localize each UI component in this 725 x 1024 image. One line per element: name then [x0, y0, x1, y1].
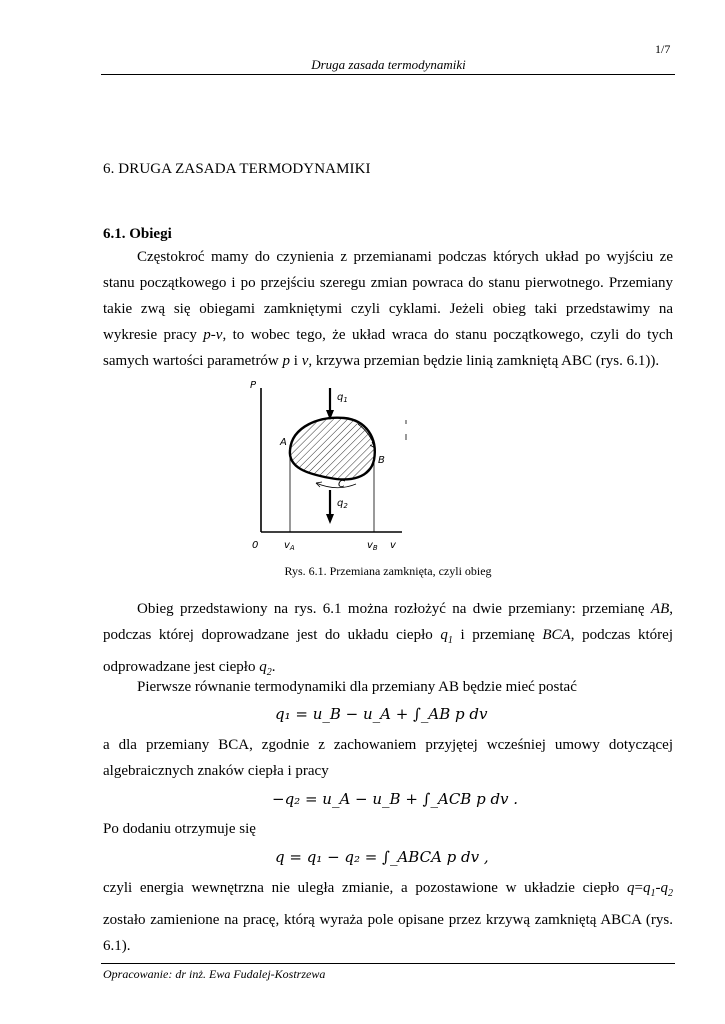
origin-label: 0	[252, 540, 259, 551]
equation-q1-text: q₁ = u_B − u_A + ∫_AB p dv	[275, 705, 488, 723]
running-header: Druga zasada termodynamiki	[311, 57, 466, 72]
direction-arrow-bottom	[316, 483, 356, 488]
section-title: 6.1. Obiegi	[103, 226, 172, 242]
page-number: 1/7	[655, 42, 671, 56]
p-axis-label: P	[250, 380, 257, 391]
paragraph-bca-line2: algebraicznych znaków ciepła i pracy	[103, 763, 329, 779]
paragraph-bca-line1: a dla przemiany BCA, zgodnie z zachowaniem przyjętej wcześniej umowy dotyczącej	[103, 737, 673, 753]
pv-cycle-diagram	[240, 378, 420, 556]
footer-divider	[101, 963, 675, 964]
vA-label: $v_A$	[284, 540, 295, 552]
figure-caption: Rys. 6.1. Przemiana zamknięta, czyli obieg	[284, 564, 492, 578]
vB-label: $v_B$	[367, 540, 378, 552]
paragraph-decomposition: Obieg przedstawiony na rys. 6.1 można rozłożyć na dwie przemiany: przemianę AB, podczas której doprowadzane jest do układu ciepło $q_1$ i przemianę BCA, podczas której odprowadzane jest ciepło $q_2$.	[103, 601, 673, 678]
equation-q2-text: −q₂ = u_A − u_B + ∫_ACB p dv .	[272, 790, 519, 808]
paragraph-sum: Po dodaniu otrzymuje się	[103, 821, 256, 837]
paragraph-first-law: Pierwsze równanie termodynamiki dla przemiany AB będzie mieć postać	[137, 679, 577, 695]
footer-author: Opracowanie: dr inż. Ewa Fudalej-Kostrzewa	[103, 967, 326, 981]
point-B-label: B	[378, 455, 385, 466]
q1-label: $q_1$	[337, 392, 348, 404]
paragraph-intro: Częstokroć mamy do czynienia z przemianami podczas których układ po wyjściu ze stanu początkowego i po przejściu szeregu zmian powraca do stanu pierwotnego. Przemiany takie zwą się obiegami zamkniętymi czyli cyklami. Jeżeli obieg taki przedstawimy na wykresie pracy p-v, to wobec tego, że układ wraca do stanu początkowego, czyli do tych samych wartości parametrów p i v, krzywa przemian będzie linią zamkniętą ABC (rys. 6.1)).	[103, 249, 673, 369]
header-divider	[101, 74, 675, 75]
equation-total	[275, 848, 489, 866]
equation-q2	[272, 790, 518, 808]
chapter-title: 6. DRUGA ZASADA TERMODYNAMIKI	[103, 161, 371, 177]
point-A-label: A	[280, 437, 287, 448]
v-axis-label: v	[390, 540, 396, 551]
equation-q1	[275, 705, 488, 723]
equation-total-text: q = q₁ − q₂ = ∫_ABCA p dv ,	[275, 848, 489, 866]
point-C-label: C	[338, 479, 345, 490]
q2-label: $q_2$	[337, 498, 348, 510]
paragraph-conclusion: czyli energia wewnętrzna nie uległa zmianie, a pozostawione w układzie ciepło $q=q_1-q_2$ zostało zamienione na pracę, którą wyraża pole opisane przez krzywą zamkniętą ABCA (rys. 6.1).	[103, 880, 673, 954]
